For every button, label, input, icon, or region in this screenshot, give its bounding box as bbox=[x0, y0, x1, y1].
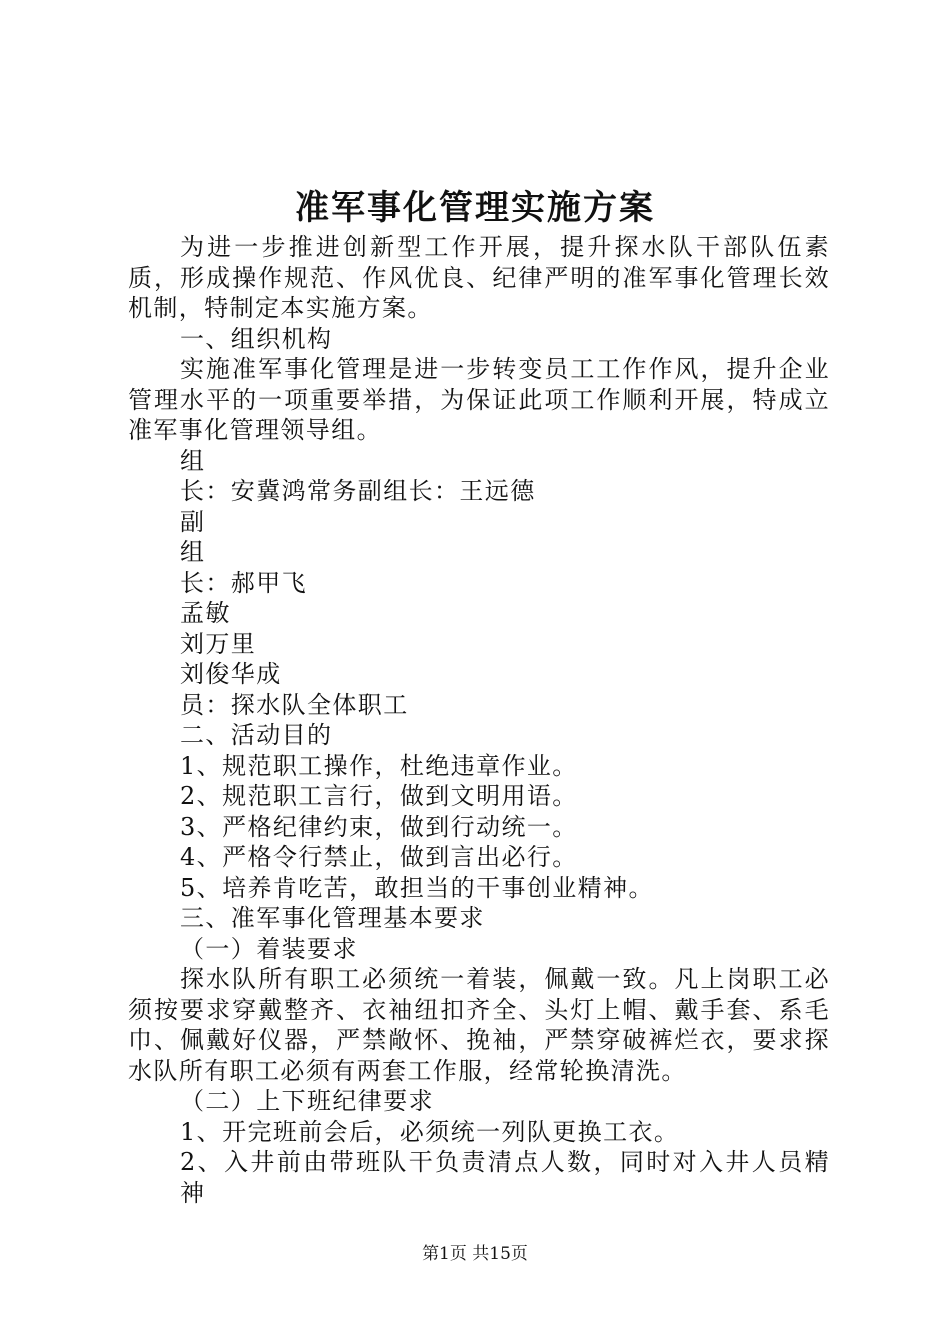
org-line: 组 bbox=[180, 446, 206, 475]
list-item: 1、开完班前会后，必须统一列队更换工衣。 bbox=[180, 1117, 680, 1146]
list-item: 2、规范职工言行，做到文明用语。 bbox=[180, 782, 578, 810]
section-heading-requirements: 三、准军事化管理基本要求 bbox=[180, 904, 485, 932]
document-title: 准军事化管理实施方案 bbox=[295, 188, 655, 228]
org-line: 组 bbox=[180, 538, 206, 566]
org-line: 副 bbox=[180, 507, 206, 536]
subsection-heading-dress: （一）着装要求 bbox=[180, 934, 358, 963]
list-item: 5、培养肯吃苦，敢担当的干事创业精神。 bbox=[180, 873, 654, 902]
list-item: 3、严格纪律约束，做到行动统一。 bbox=[180, 812, 578, 841]
org-line: 刘万里 bbox=[180, 629, 257, 658]
section-heading-organization: 一、组织机构 bbox=[180, 324, 333, 353]
document-body bbox=[128, 232, 830, 1208]
org-line: 长：安冀鸿常务副组长：王远德 bbox=[180, 477, 536, 505]
paragraph-dress: 探水队所有职工必须统一着装，佩戴一致。凡上岗职工必须按要求穿戴整齐、衣袖纽扣齐全、头灯上帽、戴手套、系毛巾、佩戴好仪器，严禁敞怀、挽袖，严禁穿破裤烂衣，要求探水队所有职工必须有两套工作服，经常轮换清洗。 bbox=[128, 965, 830, 1085]
org-line: 孟敏 bbox=[180, 599, 231, 627]
subsection-heading-discipline: （二）上下班纪律要求 bbox=[180, 1087, 434, 1115]
paragraph-organization: 实施准军事化管理是进一步转变员工工作作风，提升企业管理水平的一项重要举措，为保证此项工作顺利开展，特成立准军事化管理领导组。 bbox=[128, 355, 830, 444]
org-line: 刘俊华成 bbox=[180, 660, 282, 688]
list-item: 4、严格令行禁止，做到言出必行。 bbox=[180, 843, 578, 871]
paragraph-intro: 为进一步推进创新型工作开展，提升探水队干部队伍素质，形成操作规范、作风优良、纪律严明的准军事化管理长效机制，特制定本实施方案。 bbox=[128, 233, 830, 322]
org-line: 员：探水队全体职工 bbox=[180, 690, 409, 719]
list-item: 1、规范职工操作，杜绝违章作业。 bbox=[180, 751, 578, 780]
section-heading-goals: 二、活动目的 bbox=[180, 721, 333, 749]
org-line: 长：郝甲飞 bbox=[180, 568, 307, 597]
list-item: 2、入井前由带班队干负责清点人数，同时对入井人员精神 bbox=[180, 1148, 830, 1207]
page-footer: 第1页 共15页 bbox=[422, 1244, 528, 1264]
